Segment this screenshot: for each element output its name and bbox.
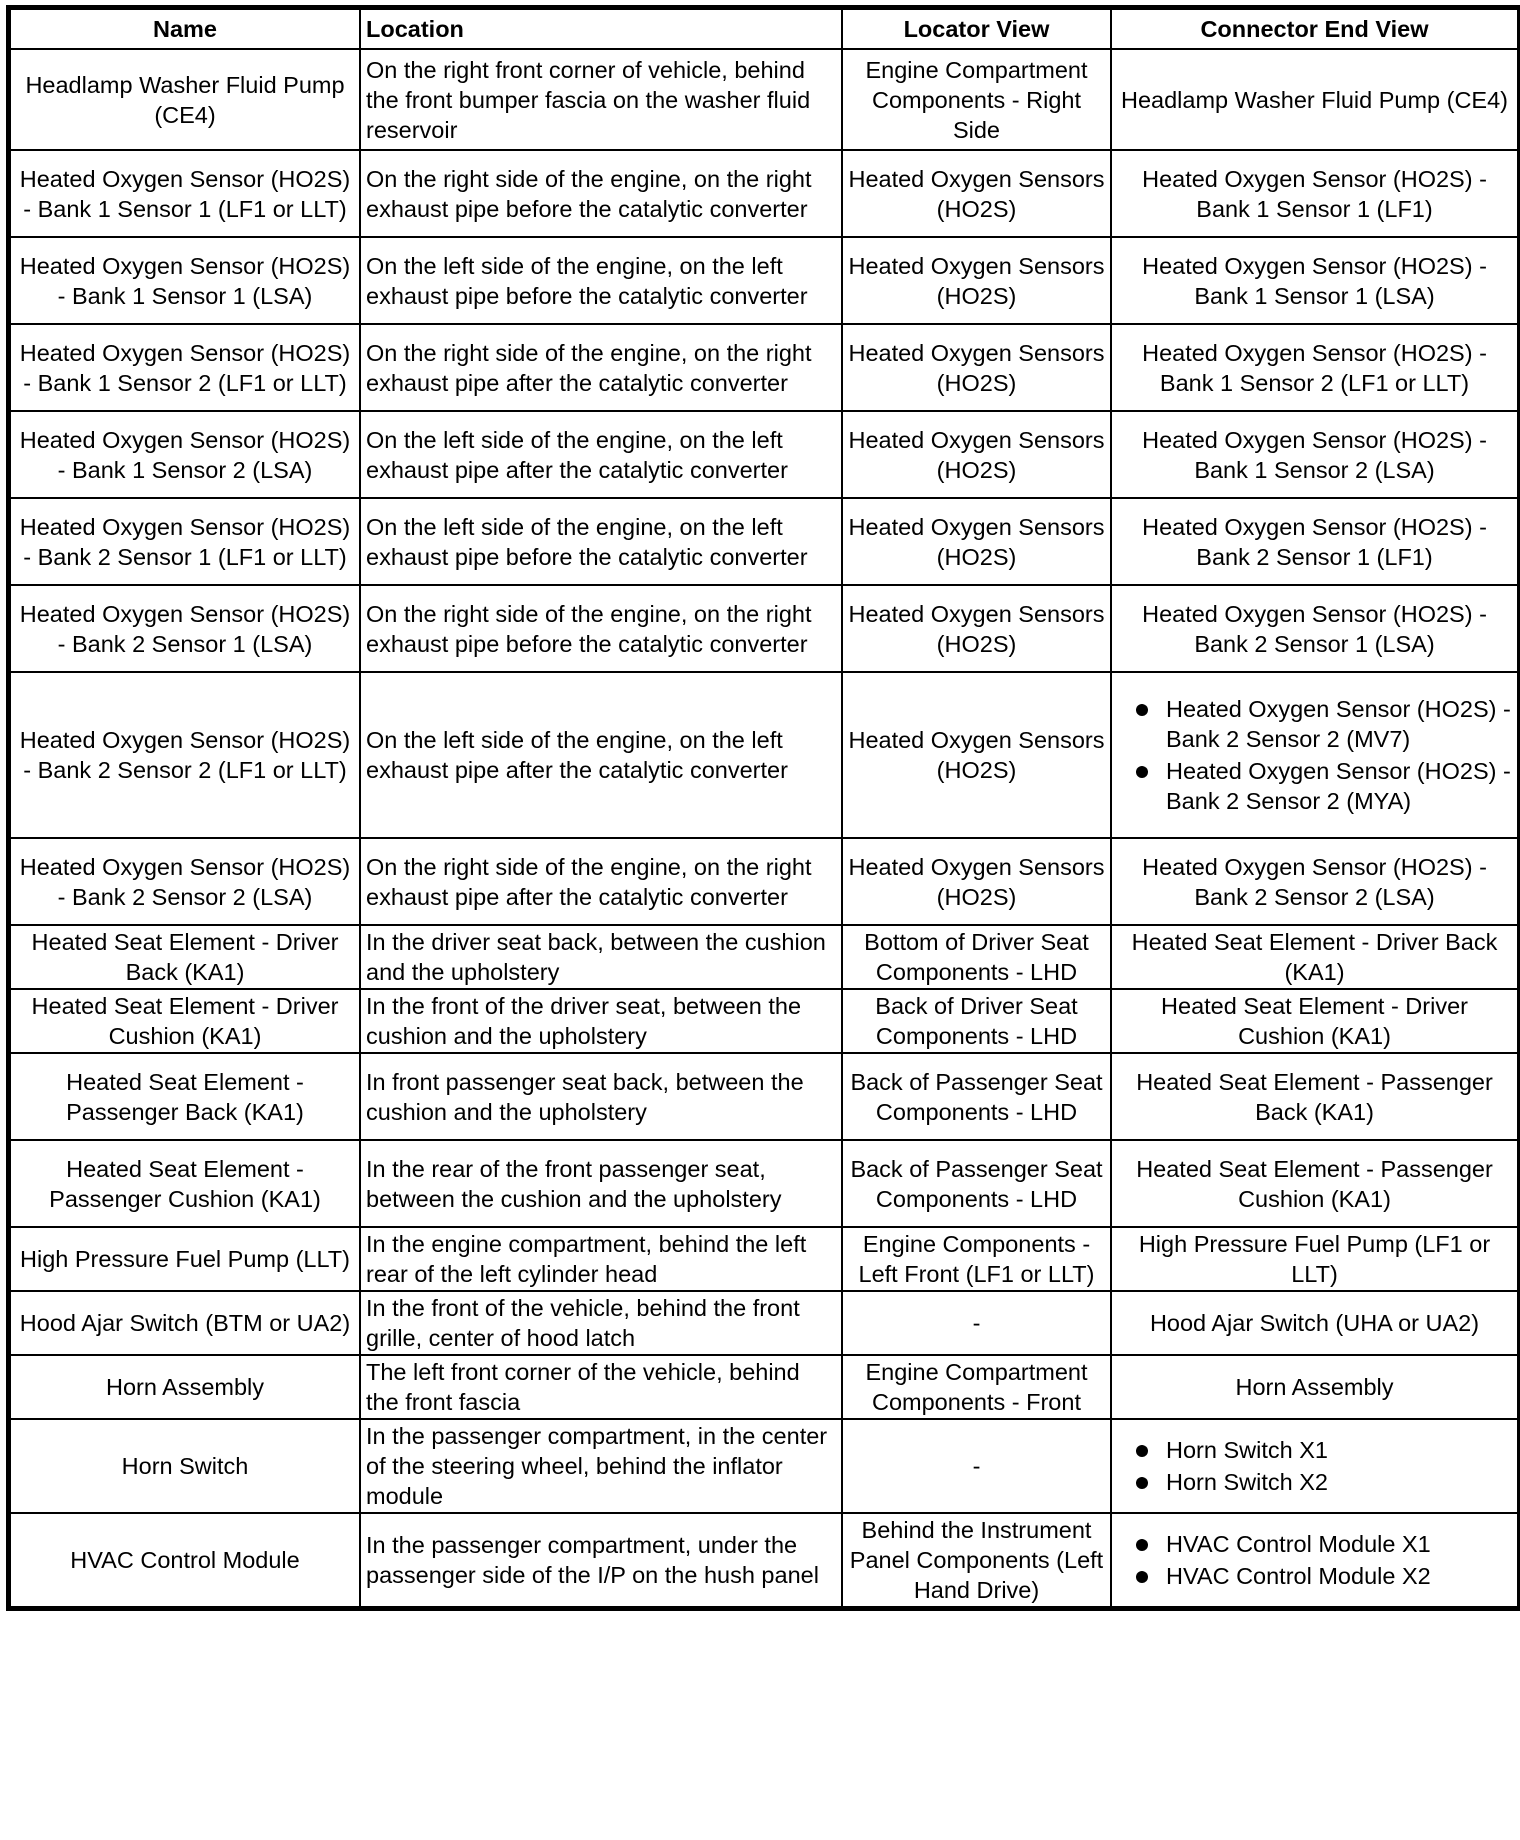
cell-locator-view: Engine Compartment Components - Front (842, 1355, 1111, 1419)
cell-name: Headlamp Washer Fluid Pump (CE4) (10, 49, 360, 150)
cell-name: Heated Oxygen Sensor (HO2S) - Bank 1 Sensor 1 (LF1 or LLT) (10, 150, 360, 237)
cell-locator-view: Heated Oxygen Sensors (HO2S) (842, 585, 1111, 672)
connector-label: HVAC Control Module X2 (1166, 1563, 1431, 1589)
cell-name: Heated Seat Element - Passenger Back (KA1) (10, 1053, 360, 1140)
table-row (10, 1053, 1518, 1140)
cell-name: HVAC Control Module (10, 1513, 360, 1607)
cell-location: In the front of the vehicle, behind the front grille, center of hood latch (360, 1291, 842, 1355)
cell-location: On the left side of the engine, on the left exhaust pipe after the catalytic converter (360, 411, 842, 498)
cell-location: In the passenger compartment, in the center of the steering wheel, behind the inflator module (360, 1419, 842, 1513)
cell-locator-view: Engine Components - Left Front (LF1 or LLT) (842, 1227, 1111, 1291)
table-row (10, 1227, 1518, 1291)
cell-locator-view: Back of Passenger Seat Components - LHD (842, 1140, 1111, 1227)
cell-name: Heated Oxygen Sensor (HO2S) - Bank 1 Sensor 2 (LF1 or LLT) (10, 324, 360, 411)
cell-connector-end-view: High Pressure Fuel Pump (LF1 or LLT) (1111, 1227, 1518, 1291)
cell-name: Horn Switch (10, 1419, 360, 1513)
table-row (10, 237, 1518, 324)
cell-name: Heated Seat Element - Driver Back (KA1) (10, 925, 360, 989)
connector-list-item (1134, 1435, 1512, 1465)
component-table-wrapper (6, 5, 1520, 1616)
header-connector-end-view: Connector End View (1111, 9, 1518, 49)
cell-locator-view: Heated Oxygen Sensors (HO2S) (842, 498, 1111, 585)
cell-name: Hood Ajar Switch (BTM or UA2) (10, 1291, 360, 1355)
cell-location: In front passenger seat back, between the cushion and the upholstery (360, 1053, 842, 1140)
cell-connector-end-view: Headlamp Washer Fluid Pump (CE4) (1111, 49, 1518, 150)
connector-list-item (1134, 1529, 1512, 1559)
cell-name: Heated Oxygen Sensor (HO2S) - Bank 2 Sensor 1 (LF1 or LLT) (10, 498, 360, 585)
cell-connector-end-view: Hood Ajar Switch (UHA or UA2) (1111, 1291, 1518, 1355)
table-row (10, 1355, 1518, 1419)
cell-locator-view: Engine Compartment Components - Right Side (842, 49, 1111, 150)
cell-location: In the passenger compartment, under the passenger side of the I/P on the hush panel (360, 1513, 842, 1607)
connector-label: Heated Oxygen Sensor (HO2S) - Bank 2 Sensor 2 (MV7) (1166, 696, 1511, 752)
cell-name: Heated Oxygen Sensor (HO2S) - Bank 1 Sensor 2 (LSA) (10, 411, 360, 498)
cell-location: In the driver seat back, between the cushion and the upholstery (360, 925, 842, 989)
table-row (10, 411, 1518, 498)
table-frame (6, 5, 1520, 1611)
header-row (10, 9, 1518, 49)
cell-connector-end-view (1111, 672, 1518, 838)
bullet-icon (1136, 1477, 1148, 1489)
table-row (10, 1419, 1518, 1513)
header-location: Location (360, 9, 842, 49)
cell-connector-end-view: Heated Oxygen Sensor (HO2S) - Bank 1 Sensor 1 (LF1) (1111, 150, 1518, 237)
connector-label: HVAC Control Module X1 (1166, 1531, 1431, 1557)
connector-list-item (1134, 1467, 1512, 1497)
bullet-icon (1136, 766, 1148, 778)
connector-label: Heated Oxygen Sensor (HO2S) - Bank 2 Sensor 2 (MYA) (1166, 758, 1511, 814)
cell-location: The left front corner of the vehicle, behind the front fascia (360, 1355, 842, 1419)
cell-connector-end-view: Heated Oxygen Sensor (HO2S) - Bank 2 Sensor 2 (LSA) (1111, 838, 1518, 925)
connector-list (1134, 694, 1512, 816)
connector-list (1134, 1435, 1512, 1497)
header-name: Name (10, 9, 360, 49)
cell-name: Horn Assembly (10, 1355, 360, 1419)
cell-location: On the right side of the engine, on the right exhaust pipe after the catalytic converter (360, 324, 842, 411)
table-row (10, 1291, 1518, 1355)
cell-connector-end-view: Heated Oxygen Sensor (HO2S) - Bank 2 Sensor 1 (LSA) (1111, 585, 1518, 672)
cell-location: On the left side of the engine, on the left exhaust pipe before the catalytic converter (360, 498, 842, 585)
table-row (10, 49, 1518, 150)
connector-list-item (1134, 756, 1512, 816)
cell-location: On the right front corner of vehicle, behind the front bumper fascia on the washer fluid reservoir (360, 49, 842, 150)
cell-connector-end-view: Heated Seat Element - Driver Back (KA1) (1111, 925, 1518, 989)
header-locator-view: Locator View (842, 9, 1111, 49)
cell-connector-end-view: Horn Assembly (1111, 1355, 1518, 1419)
cell-location: On the right side of the engine, on the right exhaust pipe after the catalytic converter (360, 838, 842, 925)
bullet-icon (1136, 1539, 1148, 1551)
connector-list-item (1134, 694, 1512, 754)
connector-label: Horn Switch X1 (1166, 1437, 1328, 1463)
connector-label: Horn Switch X2 (1166, 1469, 1328, 1495)
cell-location: On the left side of the engine, on the left exhaust pipe after the catalytic converter (360, 672, 842, 838)
cell-location: On the right side of the engine, on the right exhaust pipe before the catalytic converter (360, 150, 842, 237)
cell-name: Heated Seat Element - Driver Cushion (KA1) (10, 989, 360, 1053)
cell-locator-view: Heated Oxygen Sensors (HO2S) (842, 838, 1111, 925)
cell-name: Heated Oxygen Sensor (HO2S) - Bank 2 Sensor 2 (LSA) (10, 838, 360, 925)
cell-locator-view: Behind the Instrument Panel Components (Left Hand Drive) (842, 1513, 1111, 1607)
cell-locator-view: Heated Oxygen Sensors (HO2S) (842, 150, 1111, 237)
cell-connector-end-view: Heated Oxygen Sensor (HO2S) - Bank 1 Sensor 2 (LF1 or LLT) (1111, 324, 1518, 411)
bullet-icon (1136, 704, 1148, 716)
cell-connector-end-view: Heated Seat Element - Passenger Back (KA1) (1111, 1053, 1518, 1140)
bullet-icon (1136, 1445, 1148, 1457)
table-row (10, 989, 1518, 1053)
cell-name: Heated Oxygen Sensor (HO2S) - Bank 1 Sensor 1 (LSA) (10, 237, 360, 324)
cell-name: Heated Oxygen Sensor (HO2S) - Bank 2 Sensor 2 (LF1 or LLT) (10, 672, 360, 838)
table-row (10, 1513, 1518, 1607)
table-row (10, 498, 1518, 585)
cell-connector-end-view (1111, 1419, 1518, 1513)
cell-location: In the engine compartment, behind the left rear of the left cylinder head (360, 1227, 842, 1291)
cell-locator-view: Back of Driver Seat Components - LHD (842, 989, 1111, 1053)
cell-locator-view: Heated Oxygen Sensors (HO2S) (842, 237, 1111, 324)
table-row (10, 838, 1518, 925)
cell-name: High Pressure Fuel Pump (LLT) (10, 1227, 360, 1291)
bullet-icon (1136, 1571, 1148, 1583)
table-body (10, 49, 1518, 1607)
table-row (10, 324, 1518, 411)
cell-locator-view: Heated Oxygen Sensors (HO2S) (842, 324, 1111, 411)
cell-name: Heated Seat Element - Passenger Cushion (KA1) (10, 1140, 360, 1227)
cell-location: On the right side of the engine, on the right exhaust pipe before the catalytic converter (360, 585, 842, 672)
cell-locator-view: Heated Oxygen Sensors (HO2S) (842, 672, 1111, 838)
cell-locator-view: - (842, 1419, 1111, 1513)
cell-connector-end-view: Heated Seat Element - Driver Cushion (KA1) (1111, 989, 1518, 1053)
cell-location: In the front of the driver seat, between the cushion and the upholstery (360, 989, 842, 1053)
cell-location: In the rear of the front passenger seat, between the cushion and the upholstery (360, 1140, 842, 1227)
component-locator-table (9, 8, 1519, 1608)
cell-locator-view: Bottom of Driver Seat Components - LHD (842, 925, 1111, 989)
cell-connector-end-view (1111, 1513, 1518, 1607)
cell-locator-view: - (842, 1291, 1111, 1355)
cell-connector-end-view: Heated Seat Element - Passenger Cushion (KA1) (1111, 1140, 1518, 1227)
cell-locator-view: Heated Oxygen Sensors (HO2S) (842, 411, 1111, 498)
table-row (10, 585, 1518, 672)
cell-connector-end-view: Heated Oxygen Sensor (HO2S) - Bank 1 Sensor 2 (LSA) (1111, 411, 1518, 498)
connector-list (1134, 1529, 1512, 1591)
table-row (10, 672, 1518, 838)
table-row (10, 925, 1518, 989)
table-row (10, 1140, 1518, 1227)
cell-connector-end-view: Heated Oxygen Sensor (HO2S) - Bank 1 Sensor 1 (LSA) (1111, 237, 1518, 324)
table-row (10, 150, 1518, 237)
cell-locator-view: Back of Passenger Seat Components - LHD (842, 1053, 1111, 1140)
connector-list-item (1134, 1561, 1512, 1591)
cell-name: Heated Oxygen Sensor (HO2S) - Bank 2 Sensor 1 (LSA) (10, 585, 360, 672)
cell-connector-end-view: Heated Oxygen Sensor (HO2S) - Bank 2 Sensor 1 (LF1) (1111, 498, 1518, 585)
cell-location: On the left side of the engine, on the left exhaust pipe before the catalytic converter (360, 237, 842, 324)
